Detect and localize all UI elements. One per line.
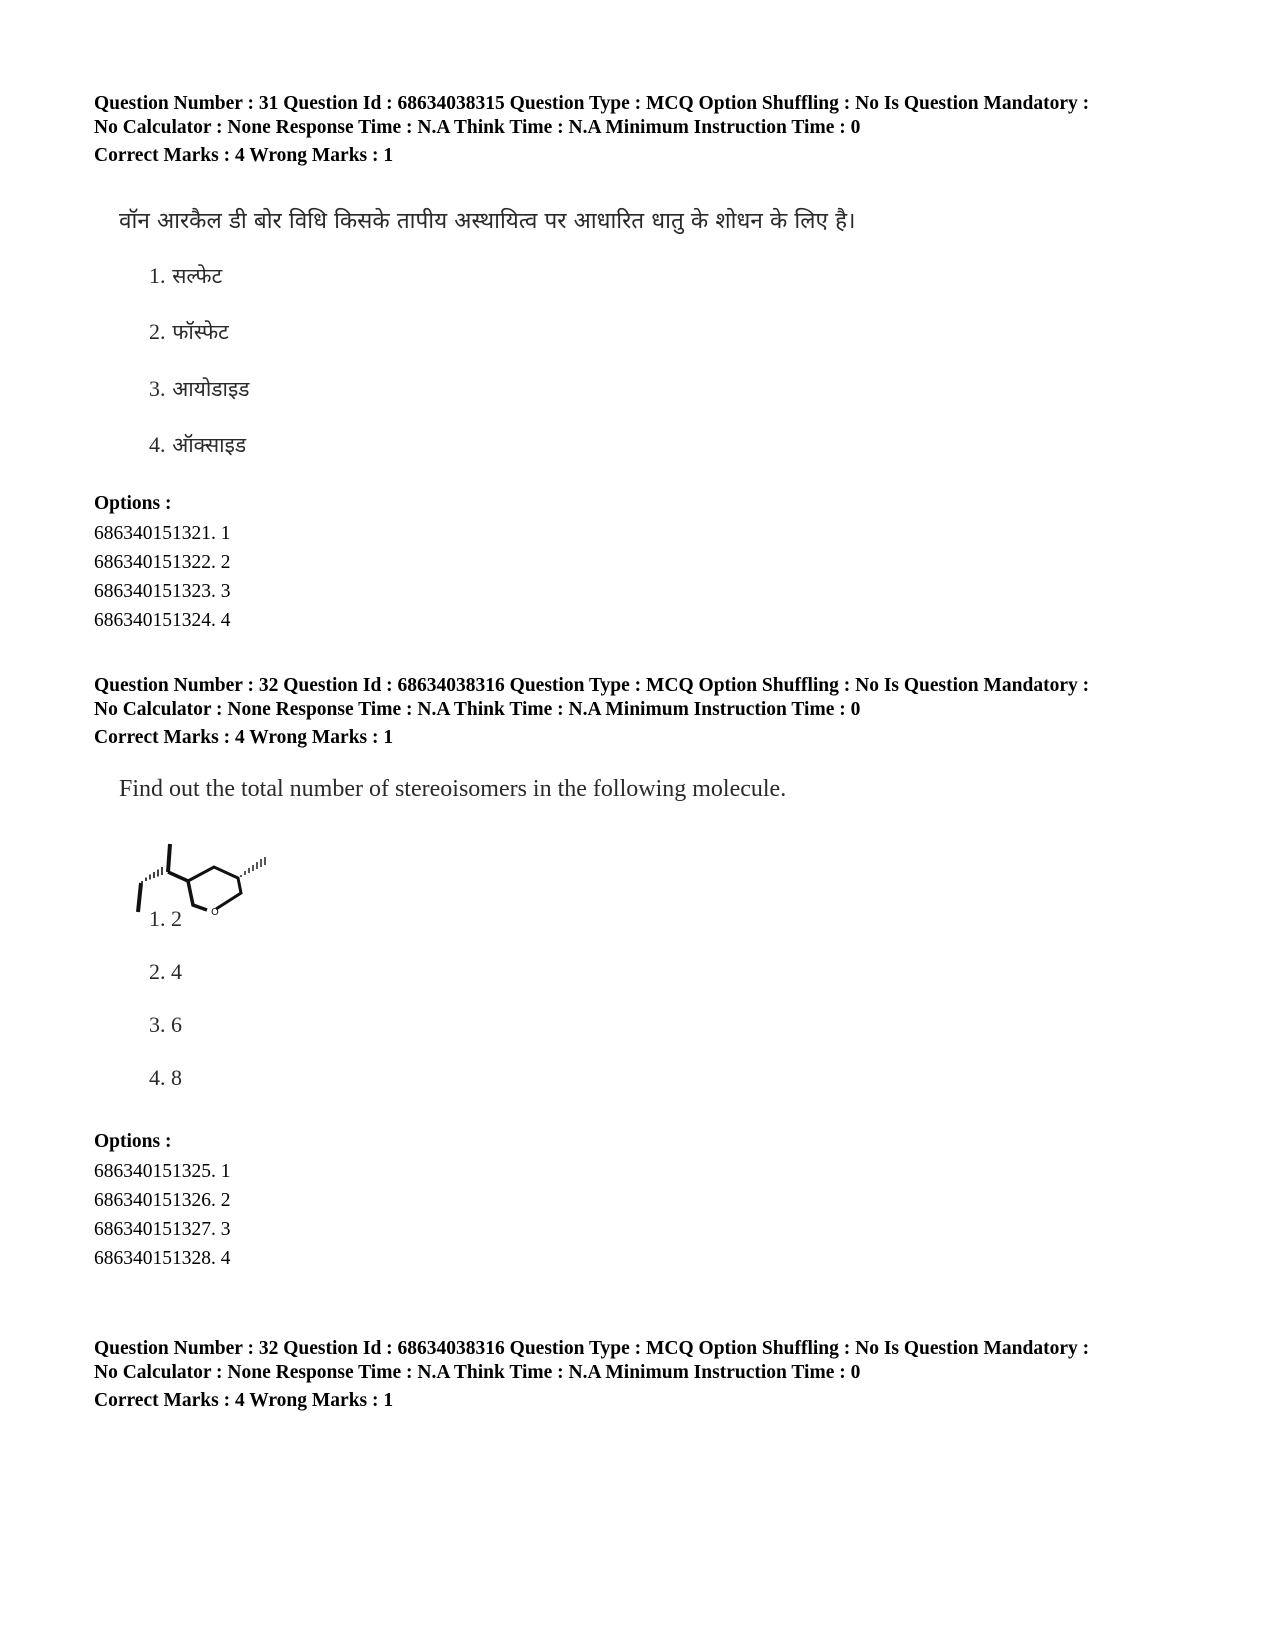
question-meta	[94, 674, 1204, 722]
question-32-options	[94, 1131, 231, 1273]
choice-2	[149, 318, 229, 346]
meta-line-2: No Calculator : None Response Time : N.A Think Time : N.A Minimum Instruction Time : 0	[94, 1362, 861, 1383]
question-31-text: वॉन आरकैल डी बोर विधि किसके तापीय अस्थायित्व पर आधारित धातु के शोधन के लिए है।	[119, 208, 856, 234]
choice-label: सल्फेट	[172, 264, 223, 288]
choice-4	[149, 1065, 182, 1091]
option-row: 686340151322. 2	[94, 552, 231, 573]
ring-bond	[188, 867, 241, 909]
choice-label: 8	[171, 1065, 182, 1090]
choice-2	[149, 959, 182, 985]
marks-line: Correct Marks : 4 Wrong Marks : 1	[94, 727, 394, 748]
options-title: Options :	[94, 493, 172, 514]
choice-number: 1.	[149, 906, 166, 931]
choice-label: फॉस्फेट	[172, 320, 229, 344]
choice-number: 3.	[149, 376, 166, 401]
marks-line: Correct Marks : 4 Wrong Marks : 1	[94, 145, 394, 166]
meta-line-2: No Calculator : None Response Time : N.A Think Time : N.A Minimum Instruction Time : 0	[94, 699, 861, 720]
option-row: 686340151326. 2	[94, 1190, 231, 1211]
option-row: 686340151324. 4	[94, 610, 231, 631]
choice-3	[149, 1012, 182, 1038]
choice-number: 4.	[149, 432, 166, 457]
choice-label: 6	[171, 1012, 182, 1037]
question-31-options	[94, 493, 231, 635]
molecule-structure-image	[128, 837, 288, 917]
option-row: 686340151328. 4	[94, 1248, 231, 1269]
meta-line-1: Question Number : 32 Question Id : 68634038316 Question Type : MCQ Option Shuffling : No Is Question Mandatory :	[94, 1338, 1090, 1359]
choice-label: 4	[171, 959, 182, 984]
hashed-wedge-left	[142, 867, 162, 883]
question-32-text: Find out the total number of stereoisomers in the following molecule.	[119, 776, 787, 802]
choice-1	[149, 262, 222, 290]
options-title: Options :	[94, 1131, 172, 1152]
oxygen-atom-label: O	[211, 907, 219, 917]
option-row: 686340151325. 1	[94, 1161, 231, 1182]
marks-line: Correct Marks : 4 Wrong Marks : 1	[94, 1390, 394, 1411]
meta-line-1: Question Number : 31 Question Id : 68634038315 Question Type : MCQ Option Shuffling : No Is Question Mandatory :	[94, 93, 1090, 114]
choice-label: 2	[171, 906, 182, 931]
choice-number: 2.	[149, 959, 166, 984]
hashed-wedge-right	[241, 857, 265, 877]
bond	[138, 883, 141, 912]
question-32-repeat-header	[94, 1337, 1204, 1413]
bond	[168, 844, 170, 872]
choice-number: 1.	[149, 263, 166, 288]
meta-line-1: Question Number : 32 Question Id : 68634038316 Question Type : MCQ Option Shuffling : No Is Question Mandatory :	[94, 675, 1090, 696]
question-meta	[94, 92, 1204, 140]
question-meta	[94, 1337, 1204, 1385]
choice-number: 4.	[149, 1065, 166, 1090]
choice-1	[149, 906, 182, 932]
bond	[168, 872, 188, 881]
choice-number: 2.	[149, 319, 166, 344]
choice-number: 3.	[149, 1012, 166, 1037]
choice-label: आयोडाइड	[172, 377, 250, 401]
option-row: 686340151323. 3	[94, 581, 231, 602]
choice-label: ऑक्साइड	[172, 433, 247, 457]
ring-bond	[188, 881, 207, 910]
question-32-header	[94, 674, 1204, 750]
option-row: 686340151327. 3	[94, 1219, 231, 1240]
choice-4	[149, 431, 246, 459]
choice-3	[149, 375, 250, 403]
question-31-header	[94, 92, 1204, 168]
meta-line-2: No Calculator : None Response Time : N.A Think Time : N.A Minimum Instruction Time : 0	[94, 117, 861, 138]
option-row: 686340151321. 1	[94, 523, 231, 544]
